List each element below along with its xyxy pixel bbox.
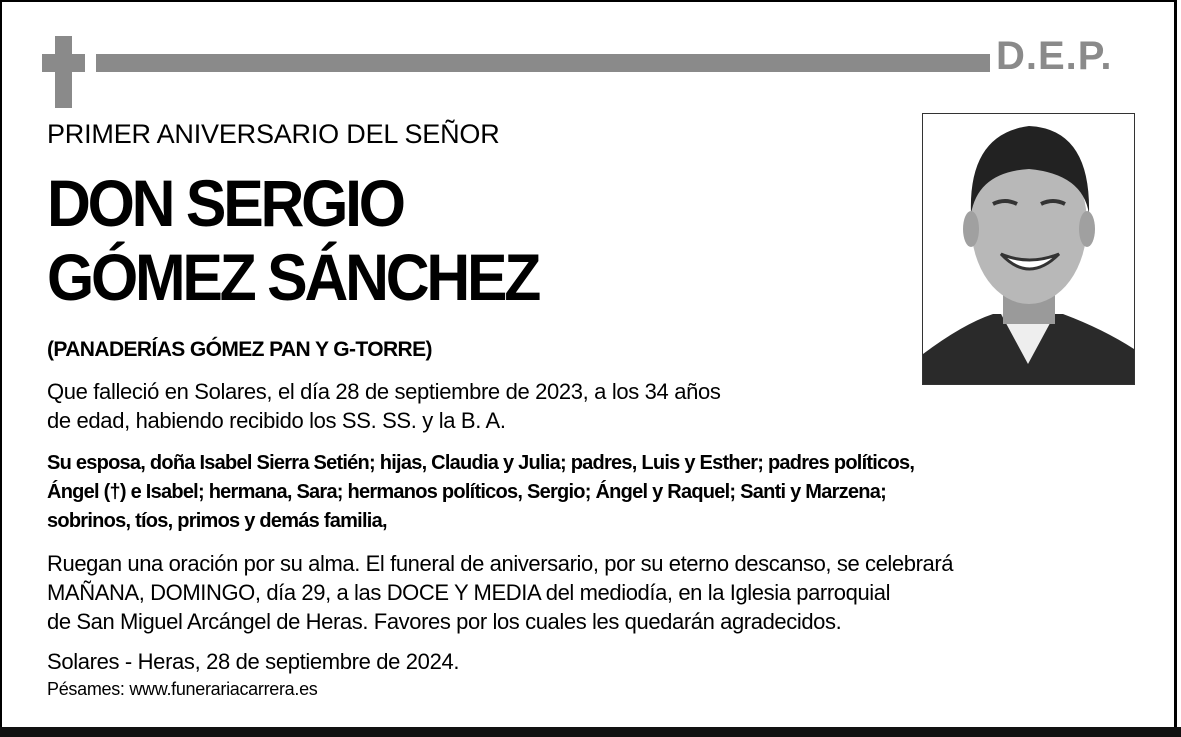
header-rule	[96, 54, 990, 72]
condolences-link: Pésames: www.funerariacarrera.es	[47, 679, 318, 699]
portrait-photo	[922, 113, 1135, 385]
text-line: sobrinos, tíos, primos y demás familia,	[47, 510, 387, 532]
text-line: Que falleció en Solares, el día 28 de septiembre de 2023, a los 34 años	[47, 379, 721, 404]
text-line: MAÑANA, DOMINGO, día 29, a las DOCE Y MEDIA del mediodía, en la Iglesia parroquial	[47, 580, 891, 605]
deceased-name	[47, 166, 538, 314]
text-line: de edad, habiendo recibido los SS. SS. y la B. A.	[47, 408, 506, 433]
death-paragraph	[47, 377, 721, 435]
text-line: Ruegan una oración por su alma. El funeral de aniversario, por su eterno descanso, se celebrará	[47, 551, 954, 576]
name-line: DON SERGIO	[47, 166, 403, 240]
cross-icon	[55, 36, 72, 108]
text-line: de San Miguel Arcángel de Heras. Favores por los cuales les quedarán agradecidos.	[47, 609, 842, 634]
intro-heading: PRIMER ANIVERSARIO DEL SEÑOR	[47, 119, 500, 149]
company-line: (PANADERÍAS GÓMEZ PAN Y G-TORRE)	[47, 338, 432, 361]
family-paragraph	[47, 449, 914, 536]
place-date: Solares - Heras, 28 de septiembre de 2024.	[47, 649, 460, 674]
text-line: Su esposa, doña Isabel Sierra Setién; hijas, Claudia y Julia; padres, Luis y Esther; padres políticos,	[47, 452, 915, 474]
portrait-image	[923, 114, 1134, 384]
funeral-paragraph	[47, 549, 953, 636]
cross-icon-arm	[42, 54, 85, 72]
name-line: GÓMEZ SÁNCHEZ	[47, 240, 539, 314]
text-line: Ángel (†) e Isabel; hermana, Sara; hermanos políticos, Sergio; Ángel y Raquel; Santi y Marzena;	[47, 481, 886, 503]
bottom-border	[0, 727, 1181, 737]
dep-mark: D.E.P.	[996, 34, 1113, 78]
